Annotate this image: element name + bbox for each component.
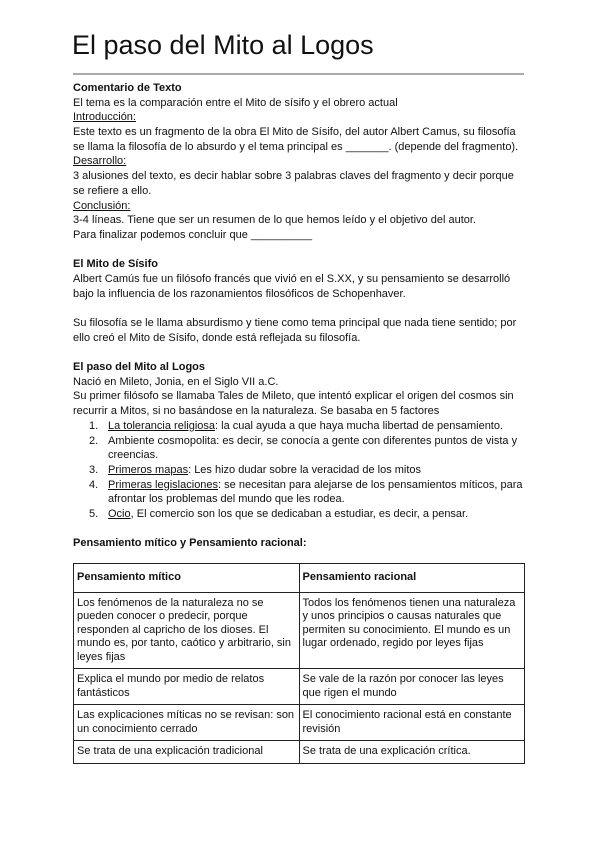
title-divider [73, 73, 524, 75]
list-item [73, 463, 543, 478]
list-number: 2. [89, 434, 99, 447]
factor-text: : Les hizo dudar sobre la veracidad de los mitos [188, 463, 422, 476]
paragraph-line: Este texto es un fragmento de la obra El Mito de Sísifo, del autor Albert Camus, su filosofía [73, 126, 516, 139]
factor-text: : se necesitan para alejarse de los pensamientos míticos, para [218, 478, 523, 491]
table-header: Pensamiento racional [299, 564, 525, 593]
document-title: El paso del Mito al Logos [72, 30, 374, 60]
paragraph-line: Para finalizar podemos concluir que __________ [73, 228, 313, 241]
table-row [74, 705, 525, 741]
list-number: 4. [89, 478, 99, 491]
paragraph-line: Su primer filósofo se llamaba Tales de Mileto, que intentó explicar el origen del cosmos sin [73, 390, 514, 403]
list-number: 3. [89, 463, 99, 476]
list-item [73, 478, 543, 507]
factor-term: Ocio [108, 507, 131, 520]
table-cell: Los fenómenos de la naturaleza no se pueden conocer o predecir, porque responden al capricho de los dioses. El mundo es, por tanto, caótico y arbitrario, sin leyes fijas [74, 592, 300, 669]
table-row [74, 741, 525, 764]
section-heading: Pensamiento mítico y Pensamiento racional: [73, 537, 307, 550]
list-number: 1. [89, 419, 99, 432]
paragraph-line: ello creó el Mito de Sísifo, donde está reflejada su filosofía. [73, 331, 361, 344]
subheading-desarrollo: Desarrollo: [73, 155, 127, 168]
factor-term: Primeras legislaciones [108, 478, 219, 491]
paragraph-line: se llama la filosofía de lo absurdo y el tema principal es _______. (depende del fragmento). [73, 140, 519, 153]
section-heading: El Mito de Sísifo [73, 258, 158, 271]
factor-text-cont: creencias. [108, 449, 159, 462]
factor-text: : la cual ayuda a que haya mucha libertad de pensamiento. [215, 419, 504, 432]
document-body [73, 81, 543, 551]
factor-text: Ambiente cosmopolita: es decir, se conocía a gente con diferentes puntos de vista y [108, 434, 518, 447]
factor-term: La tolerancia religiosa [108, 419, 216, 432]
subheading-conclusion: Conclusión: [73, 199, 131, 212]
factor-term: Primeros mapas [108, 463, 189, 476]
table-cell: Se vale de la razón por conocer las leyes que rigen el mundo [299, 669, 525, 705]
table-header: Pensamiento mítico [74, 564, 300, 593]
paragraph-line: 3-4 líneas. Tiene que ser un resumen de lo que hemos leído y el objetivo del autor. [73, 214, 476, 227]
table-cell: Todos los fenómenos tienen una naturaleza y unos principios o causas naturales que permiten su conocimiento. El mundo es un lugar ordenado, regido por leyes fijas [299, 592, 525, 669]
comparison-table [73, 563, 525, 764]
factor-text-cont: afrontar los problemas del mundo que les rodea. [108, 493, 345, 506]
table-cell: Se trata de una explicación tradicional [74, 741, 300, 764]
paragraph-line: Nació en Mileto, Jonia, en el Siglo VII a.C. [73, 375, 279, 388]
subheading-introduccion: Introducción: [73, 111, 136, 124]
table-cell: Explica el mundo por medio de relatos fantásticos [74, 669, 300, 705]
table-cell: El conocimiento racional está en constante revisión [299, 705, 525, 741]
section-mito-sisifo [73, 257, 543, 345]
factor-text: , El comercio son los que se dedicaban a estudiar, es decir, a pensar. [130, 507, 469, 520]
section-heading: Comentario de Texto [73, 82, 182, 94]
section-heading: El paso del Mito al Logos [73, 361, 206, 374]
table-row [74, 592, 525, 669]
table-cell: Se trata de una explicación crítica. [299, 741, 525, 764]
list-number: 5. [89, 507, 99, 520]
paragraph-line: El tema es la comparación entre el Mito de sísifo y el obrero actual [73, 96, 398, 109]
list-item [73, 434, 543, 463]
section-paso-mito-logos [73, 360, 543, 522]
paragraph-line: Su filosofía se le llama absurdismo y tiene como tema principal que nada tiene sentido; por [73, 317, 517, 329]
table-cell: Las explicaciones míticas no se revisan: son un conocimiento cerrado [74, 705, 300, 741]
paragraph-line: se refiere a ello. [73, 184, 152, 197]
paragraph-line: Albert Camús fue un filósofo francés que vivió en el S.XX, y su pensamiento se desarrolló [73, 272, 511, 285]
factors-list [73, 419, 543, 522]
list-item [73, 419, 543, 434]
table-row [74, 669, 525, 705]
list-item [73, 507, 543, 522]
section-comentario [73, 81, 543, 243]
paragraph-line: bajo la influencia de los razonamientos filosóficos de Schopenhaver. [73, 287, 406, 300]
paragraph-line: recurrir a Mitos, si no basándose en la naturaleza. Se basaba en 5 factores [73, 405, 440, 418]
paragraph-line: 3 alusiones del texto, es decir hablar sobre 3 palabras claves del fragmento y decir porque [73, 170, 514, 183]
